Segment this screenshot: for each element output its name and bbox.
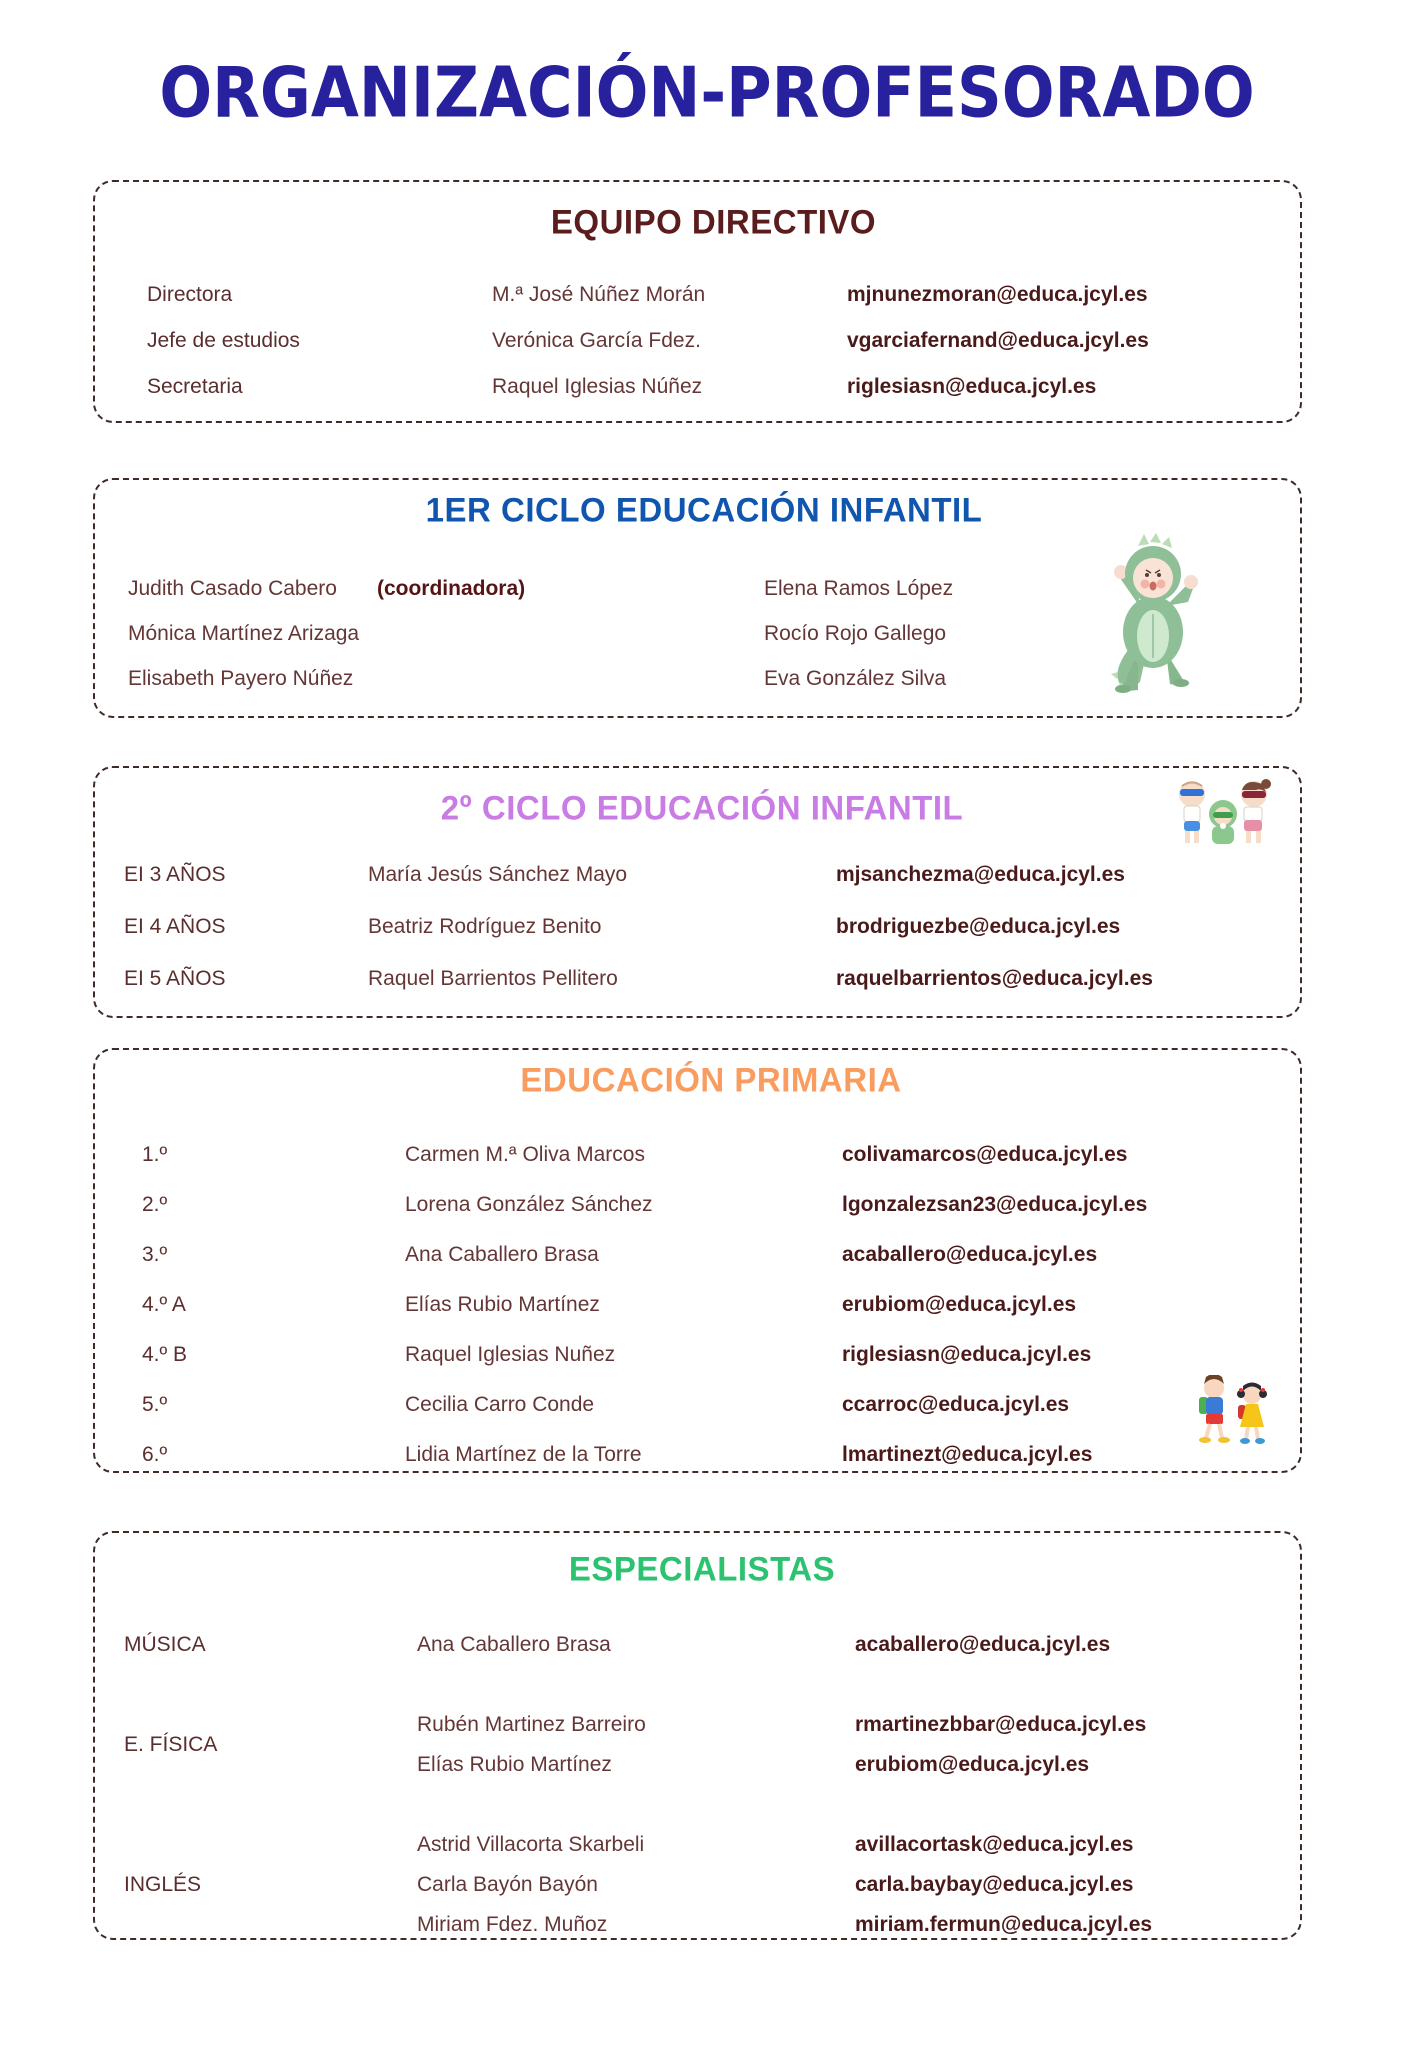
teacher-email: mjsanchezma@educa.jcyl.es bbox=[836, 863, 1125, 886]
teacher-name: Carla Bayón Bayón bbox=[417, 1873, 598, 1896]
section-title-primer-ciclo: 1ER CICLO EDUCACIÓN INFANTIL bbox=[425, 490, 983, 529]
staff-row bbox=[124, 862, 1280, 888]
grade-label: 2.º bbox=[142, 1193, 168, 1216]
grade-label: 1.º bbox=[142, 1143, 168, 1166]
specialty-label: MÚSICA bbox=[124, 1633, 206, 1656]
teacher-name: Ana Caballero Brasa bbox=[417, 1633, 611, 1656]
specialty-group-ingles bbox=[124, 1832, 1280, 1938]
teacher-email: miriam.fermun@educa.jcyl.es bbox=[855, 1913, 1153, 1936]
role-label: Secretaria bbox=[147, 375, 243, 398]
coordinator-note: (coordinadora) bbox=[376, 577, 526, 600]
staff-row bbox=[417, 1912, 1280, 1938]
teacher-email: mjnunezmoran@educa.jcyl.es bbox=[847, 283, 1148, 306]
teacher-email: colivamarcos@educa.jcyl.es bbox=[842, 1143, 1128, 1166]
teacher-email: riglesiasn@educa.jcyl.es bbox=[847, 375, 1097, 398]
teacher-name: Elisabeth Payero Núñez bbox=[128, 667, 354, 690]
grade-label: 5.º bbox=[142, 1393, 168, 1416]
teacher-email: lmartinezt@educa.jcyl.es bbox=[842, 1443, 1093, 1466]
teacher-email: erubiom@educa.jcyl.es bbox=[842, 1293, 1077, 1316]
staff-row bbox=[417, 1832, 1280, 1858]
teacher-email: ccarroc@educa.jcyl.es bbox=[842, 1393, 1070, 1416]
teacher-name: M.ª José Núñez Morán bbox=[492, 283, 706, 306]
teacher-name: Rocío Rojo Gallego bbox=[764, 622, 947, 645]
teacher-name: Elías Rubio Martínez bbox=[405, 1293, 600, 1316]
section-title-segundo-ciclo: 2º CICLO EDUCACIÓN INFANTIL bbox=[440, 788, 964, 827]
especialistas-groups bbox=[124, 1632, 1280, 1938]
specialty-group-musica bbox=[124, 1632, 1280, 1658]
teacher-name: Raquel Iglesias Núñez bbox=[492, 375, 703, 398]
section-segundo-ciclo-infantil bbox=[93, 766, 1302, 1018]
teacher-name: Cecilia Carro Conde bbox=[405, 1393, 595, 1416]
teacher-email: erubiom@educa.jcyl.es bbox=[855, 1753, 1090, 1776]
section-especialistas bbox=[93, 1531, 1302, 1940]
teacher-email: riglesiasn@educa.jcyl.es bbox=[842, 1343, 1092, 1366]
specialty-group-efisica bbox=[124, 1712, 1280, 1778]
teacher-email: brodriguezbe@educa.jcyl.es bbox=[836, 915, 1121, 938]
grade-label: 6.º bbox=[142, 1443, 168, 1466]
teacher-name: Mónica Martínez Arizaga bbox=[128, 622, 360, 645]
teacher-name: María Jesús Sánchez Mayo bbox=[368, 863, 628, 886]
primer-ciclo-columns bbox=[128, 576, 1280, 692]
staff-row bbox=[142, 1292, 1280, 1318]
section-title-primaria: EDUCACIÓN PRIMARIA bbox=[520, 1060, 902, 1099]
teacher-name: Raquel Barrientos Pellitero bbox=[368, 967, 618, 990]
staff-row bbox=[417, 1752, 1280, 1778]
staff-row bbox=[142, 1392, 1280, 1418]
teacher-name: Elías Rubio Martínez bbox=[417, 1753, 612, 1776]
teacher-email: rmartinezbbar@educa.jcyl.es bbox=[855, 1713, 1147, 1736]
staff-row bbox=[124, 966, 1280, 992]
class-label: EI 4 AÑOS bbox=[124, 915, 226, 938]
teacher-name: Elena Ramos López bbox=[764, 577, 954, 600]
teacher-name: Ana Caballero Brasa bbox=[405, 1243, 599, 1266]
grade-label: 4.º A bbox=[142, 1293, 186, 1316]
teacher-name: Rubén Martinez Barreiro bbox=[417, 1713, 646, 1736]
staff-row bbox=[147, 282, 1280, 308]
section-title-especialistas: ESPECIALISTAS bbox=[568, 1549, 836, 1588]
teacher-email: carla.baybay@educa.jcyl.es bbox=[855, 1873, 1134, 1896]
specialty-label: E. FÍSICA bbox=[124, 1733, 218, 1756]
role-label: Jefe de estudios bbox=[147, 329, 300, 352]
equipo-directivo-rows bbox=[147, 282, 1280, 400]
staff-row bbox=[147, 328, 1280, 354]
teacher-email: vgarciafernand@educa.jcyl.es bbox=[847, 329, 1149, 352]
specialty-label: INGLÉS bbox=[124, 1873, 202, 1896]
teacher-email: acaballero@educa.jcyl.es bbox=[855, 1633, 1111, 1656]
staff-row bbox=[142, 1442, 1280, 1468]
primer-ciclo-left-column bbox=[128, 576, 764, 692]
staff-row bbox=[142, 1142, 1280, 1168]
staff-row bbox=[147, 374, 1280, 400]
primaria-rows bbox=[142, 1142, 1280, 1468]
staff-row bbox=[124, 914, 1280, 940]
staff-row bbox=[417, 1632, 1280, 1658]
primer-ciclo-right-column bbox=[764, 576, 1280, 692]
teacher-email: acaballero@educa.jcyl.es bbox=[842, 1243, 1098, 1266]
staff-row bbox=[142, 1242, 1280, 1268]
teacher-name: Eva González Silva bbox=[764, 667, 947, 690]
role-label: Directora bbox=[147, 283, 233, 306]
teacher-name: Lidia Martínez de la Torre bbox=[405, 1443, 642, 1466]
teacher-email: raquelbarrientos@educa.jcyl.es bbox=[836, 967, 1153, 990]
teacher-name: Carmen M.ª Oliva Marcos bbox=[405, 1143, 645, 1166]
teacher-name: Lorena González Sánchez bbox=[405, 1193, 653, 1216]
teacher-name: Raquel Iglesias Nuñez bbox=[405, 1343, 616, 1366]
teacher-email: lgonzalezsan23@educa.jcyl.es bbox=[842, 1193, 1148, 1216]
teacher-name: Beatriz Rodríguez Benito bbox=[368, 915, 602, 938]
class-label: EI 5 AÑOS bbox=[124, 967, 226, 990]
grade-label: 3.º bbox=[142, 1243, 168, 1266]
teacher-name: Miriam Fdez. Muñoz bbox=[417, 1913, 608, 1936]
class-label: EI 3 AÑOS bbox=[124, 863, 226, 886]
grade-label: 4.º B bbox=[142, 1343, 188, 1366]
segundo-ciclo-rows bbox=[124, 862, 1280, 992]
teacher-email: avillacortask@educa.jcyl.es bbox=[855, 1833, 1134, 1856]
teacher-name: Judith Casado Cabero (coordinadora) bbox=[128, 577, 526, 600]
section-educacion-primaria bbox=[93, 1048, 1302, 1473]
section-equipo-directivo bbox=[93, 180, 1302, 423]
section-title-equipo-directivo: EQUIPO DIRECTIVO bbox=[550, 202, 877, 241]
staff-row bbox=[142, 1192, 1280, 1218]
page-title: ORGANIZACIÓN-PROFESORADO bbox=[159, 54, 1255, 134]
staff-row bbox=[417, 1872, 1280, 1898]
staff-row bbox=[417, 1712, 1280, 1738]
section-primer-ciclo-infantil bbox=[93, 478, 1302, 718]
teacher-name: Verónica García Fdez. bbox=[492, 329, 701, 352]
staff-row bbox=[142, 1342, 1280, 1368]
teacher-name: Astrid Villacorta Skarbeli bbox=[417, 1833, 645, 1856]
